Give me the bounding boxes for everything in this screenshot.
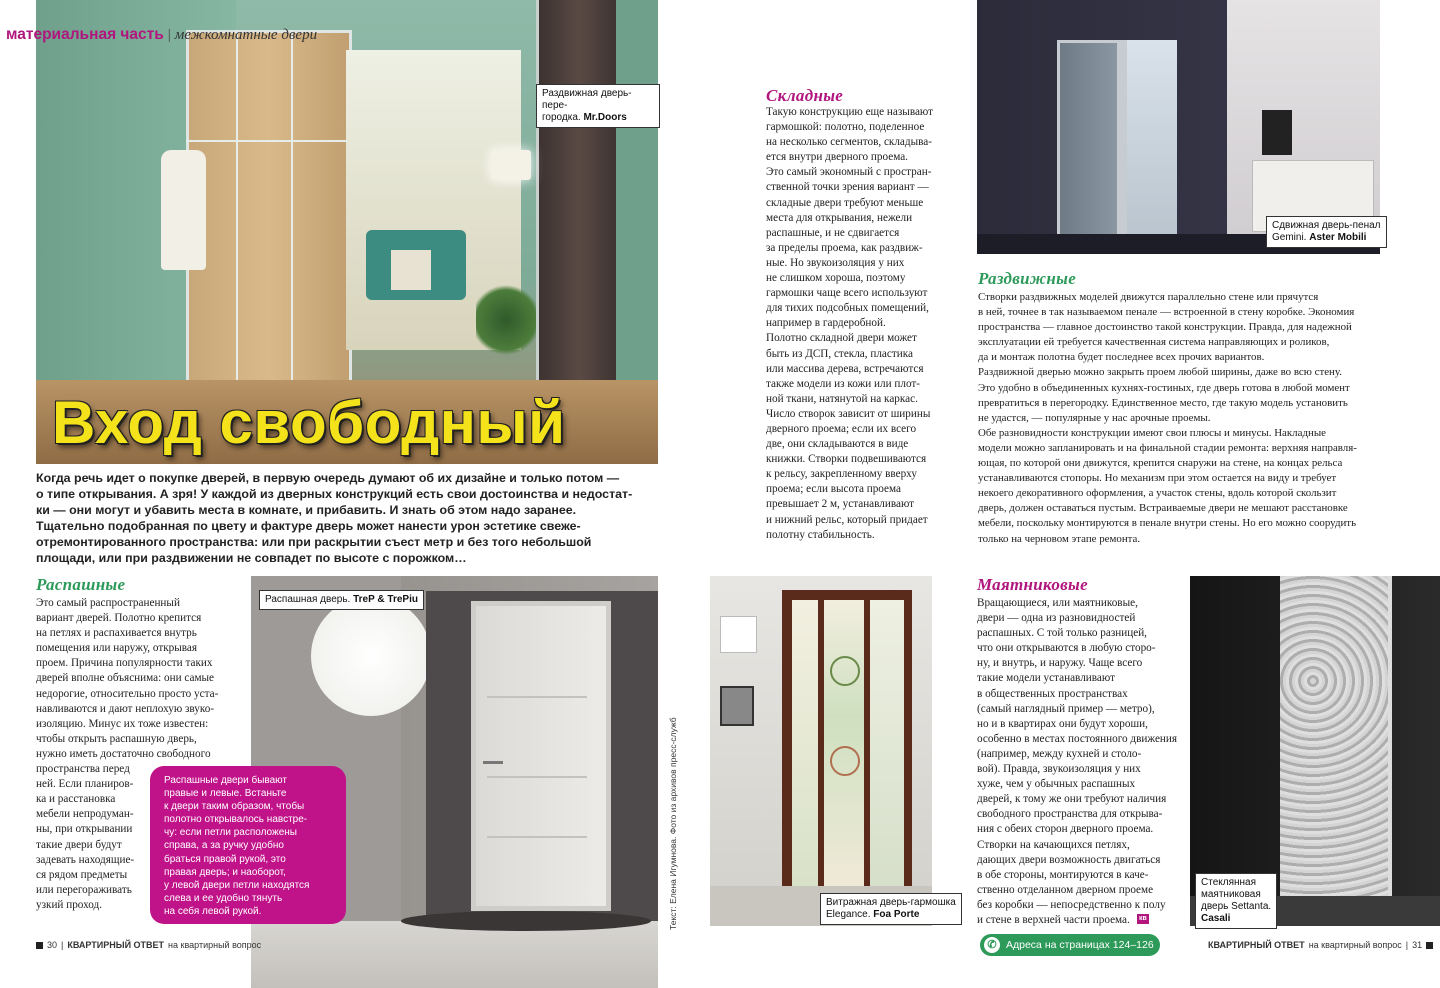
- hero-caption-brand: Mr.Doors: [583, 112, 627, 123]
- magazine-tagline-left: на квартирный вопрос: [168, 940, 262, 950]
- sliding-text: Створки раздвижных моделей движутся параллельно стене или прячутся в ней, точнее в так называемом пенале — встроенной в стену коробке. Экономия пространства — главное достоинство такой конструкции. Правда, для надежной эксплуатации ей требуется качественная система направляющих и роликов, да и монтаж полотна будет последнее всех прочих вариантов. Раздвижной дверью можно закрыть проем любой ширины, даже во всю стену. Это удобно в объединенных кухнях-гостиных, где дверь готова в любой момент превратиться в перегородку. Единственное место, где такую модель установить не удастся, — популярные у нас арочные проемы. Обе разновидности конструкции имеют свои плюсы и минусы. Накладные модели можно запланировать и на финальной стадии ремонта: верхняя направля- ющая, по которой они движутся, крепится снаружи на стене, на концах рельса устанавливаются стопоры. Но механизм при этом остается на виду и требует некоего декоративного оформления, а участок стены, вдоль которой скользит дверь, должен оставаться пустым. Встраиваемые двери не мешают расстановке мебели, поскольку монтируются в пенале внутри стены. Но его можно соорудить только на черновом этапе ремонта.: [978, 291, 1357, 545]
- swing-text: Это самый распространенный вариант дверей. Полотно крепится на петлях и распахивается внутрь помещения или наружу, открывая проем. Причина популярности таких дверей вполне объяснима: они самые недорогие, относительно просто уста- навливаются и дают неплохую звуко- изоляцию. Минус их тоже известен: чтобы открыть распашную дверь, нужно иметь достаточно свободного пространства перед ней. Если планиров- ка и расстановка мебели непродуман- ны, при открывании такие двери будут задевать находящие- ся рядом предметы или перегораживать узкий проход.: [36, 597, 219, 911]
- sliding-caption-text: Сдвижная дверь-пенал Gemini.: [1272, 220, 1381, 243]
- section-label: материальная часть: [6, 26, 164, 43]
- footer-square-icon: [36, 942, 43, 949]
- pendulum-caption: [1195, 873, 1277, 929]
- hero-caption-text: Раздвижная дверь-пере- городка.: [542, 88, 632, 123]
- pendulum-heading: Маятниковые: [977, 575, 1088, 594]
- phone-icon: ✆: [984, 937, 1000, 953]
- folding-caption: [820, 893, 962, 925]
- swing-heading: Распашные: [36, 575, 126, 594]
- tip-box: [150, 766, 346, 924]
- pendulum-text: Вращающиеся, или маятниковые, двери — одна из разновидностей распашных. С той только разницей, что они открываются в любую сторо- ну, и внутрь, и наружу. Чаще всего такие модели устанавливают в общественных пространствах (самый наглядный пример — метро), но и в квартирах они будут хороши, особенно в местах постоянного движения (например, между кухней и столо- вой). Правда, звукоизоляция у них хуже, чем у обычных распашных дверей, к тому же они требуют наличия свободного пространства для открыва- ния с обеих сторон дверного проема. Створки на качающихся петлях, дающих двери возможность двигаться в обе стороны, монтируются в каче- ственно отделанном дверном проеме без коробки — непосредственно к полу и стене в верхней части проема.: [977, 597, 1178, 926]
- address-text: Адреса на страницах 124–126: [1006, 939, 1154, 951]
- hero-caption: [536, 84, 660, 128]
- article-end-mark: кв: [1139, 915, 1147, 922]
- folding-text: Такую конструкцию еще называют гармошкой: полотно, поделенное на несколько сегментов, складыва- ется внутри дверного проема. Это самый экономный с простран- ственной точки зрения вариант — складные двери требуют меньше места для открывания, нежели распашные, и не сдвигается за пределы проема, как раздвиж- ные. Но звукоизоляция у них не слишком хороша, поэтому гармошки чаще всего используют для тихих подсобных помещений, например в гардеробной. Полотно складной двери может быть из ДСП, стекла, пластика или массива дерева, встречаются также модели из кожи или плот- ной ткани, натянутой на каркас. Число створок зависит от ширины дверного проема; если их всего две, они складываются в виде книжки. Створки подвешиваются к рельсу, закрепленному вверху проема; если высота проема превышает 2 м, устанавливают и нижний рельс, который придает полотну стабильность.: [766, 106, 934, 541]
- subsection-label: межкомнатные двери: [174, 27, 318, 43]
- footer-left: 30 | КВАРТИРНЫЙ ОТВЕТ на квартирный вопрос: [36, 940, 261, 950]
- folding-caption-brand: Foa Porte: [873, 909, 920, 920]
- page-number-right: 31: [1412, 940, 1423, 950]
- sliding-heading: Раздвижные: [978, 269, 1077, 288]
- footer-right: КВАРТИРНЫЙ ОТВЕТ на квартирный вопрос | 31: [1208, 940, 1433, 950]
- sliding-caption: [1266, 216, 1387, 248]
- swing-caption: [259, 590, 424, 610]
- folding-heading: Складные: [766, 86, 844, 105]
- magazine-name-right: КВАРТИРНЫЙ ОТВЕТ: [1208, 940, 1305, 950]
- lead-paragraph: Когда речь идет о покупке дверей, в первую очередь думают об их дизайне и только потом — о типе открывания. А зря! У каждой из дверных конструкций есть свои достоинства и недостат- ки — они могут и убавить места в комнате, и прибавить. И знать об этом надо заранее. Тщательно подобранная по цвету и фактуре дверь может нанести урон эстетике свеже- отремонтированного пространства: или при раскрытии съест метр и без того небольшой площади, или при раздвижении не совпадет по высоте с порожком…: [36, 471, 633, 565]
- footer-square-icon-right: [1426, 942, 1433, 949]
- photo-credits: Текст: Елена Игумнова. Фото из архивов пресс-служб: [668, 717, 678, 930]
- sliding-caption-brand: Aster Mobili: [1309, 232, 1367, 243]
- section-separator: |: [167, 27, 171, 43]
- swing-caption-text: Распашная дверь.: [265, 594, 354, 605]
- magazine-name-left: КВАРТИРНЫЙ ОТВЕТ: [67, 940, 165, 950]
- folding-caption-text: Витражная дверь-гармошка Elegance.: [826, 897, 956, 920]
- magazine-tagline-right: на квартирный вопрос: [1308, 940, 1402, 950]
- tip-text: Распашные двери бывают правые и левые. Встаньте к двери таким образом, чтобы полотно открывалось навстре- чу: если петли расположены справа, а за ручку удобно браться правой рукой, это правая дверь; и наоборот, у левой двери петли находятся слева и ее удобно тянуть на себя левой рукой.: [164, 775, 310, 917]
- address-pill: [980, 934, 1160, 956]
- swing-caption-brand: TreP & TrePiu: [353, 594, 418, 605]
- folding-door-photo: [710, 576, 932, 926]
- page-title: Вход свободный: [52, 389, 566, 456]
- section-header: [0, 26, 317, 48]
- pendulum-caption-brand: Casali: [1201, 913, 1231, 924]
- page-number-left: 30: [47, 940, 58, 950]
- pendulum-caption-text: Стеклянная маятниковая дверь Settanta.: [1201, 877, 1272, 912]
